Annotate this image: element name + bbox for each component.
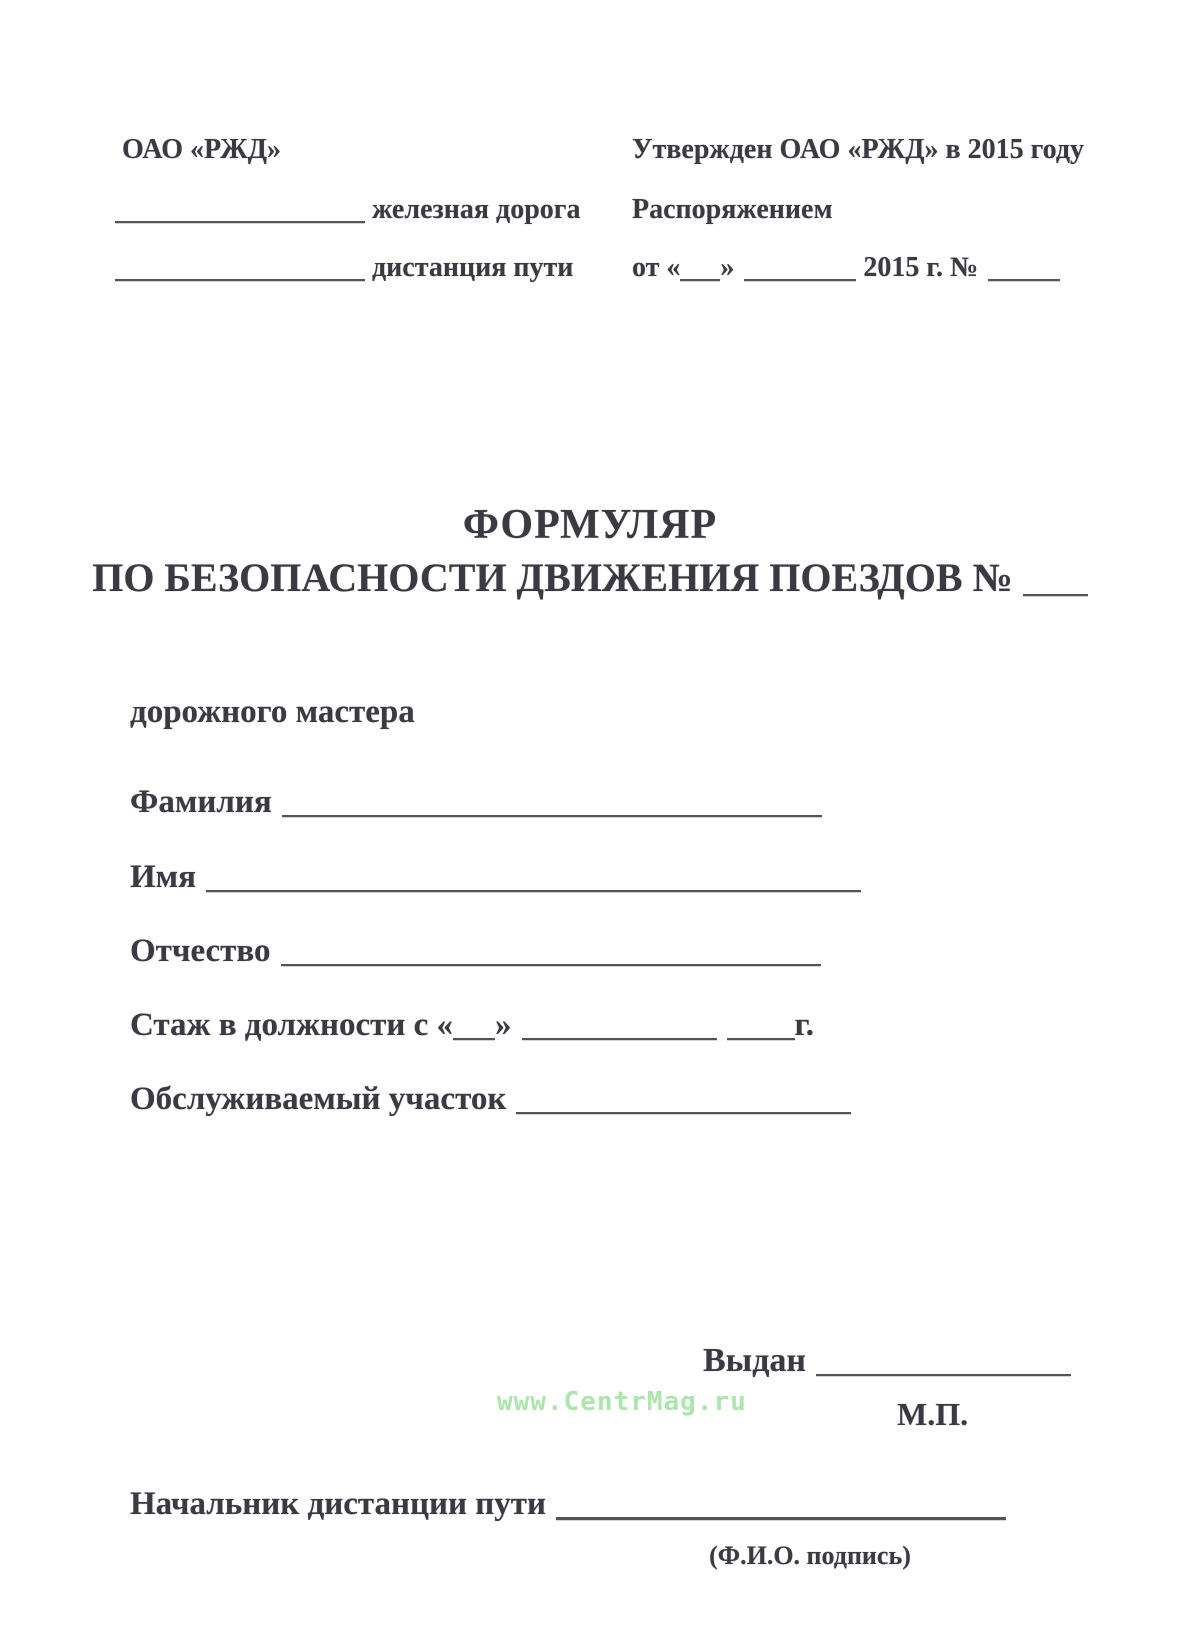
date-day-blank [680,279,720,281]
issued-label: Выдан [703,1342,807,1379]
patronymic-row [130,933,821,970]
chief-signature-blank-line [556,1517,1006,1520]
tenure-year-blank [727,1038,795,1040]
approval-date-row [632,252,1060,284]
patronymic-blank-line [281,964,821,966]
surname-row [130,784,822,821]
form-title: ФОРМУЛЯР [462,502,718,548]
section-blank-line [516,1112,851,1114]
stamp-label: М.П. [897,1396,969,1432]
railway-row [115,194,580,226]
org-name: ОАО «РЖД» [122,134,282,165]
first-name-label: Имя [130,859,196,895]
issued-row [703,1342,1071,1380]
date-month-blank [744,279,856,281]
form-number-blank [1023,594,1088,596]
approval-text: Утвержден ОАО «РЖД» в 2015 году [632,134,1085,165]
tenure-month-blank [522,1038,717,1040]
tenure-day-blank [453,1038,495,1040]
surname-blank-line [282,815,822,817]
section-label: Обслуживаемый участок [130,1081,507,1117]
date-quote-close: » [720,252,735,283]
chief-signature-row [130,1486,1006,1523]
tenure-quote-close: » [495,1007,512,1043]
position-title: дорожного мастера [130,694,415,730]
railway-label: железная дорога [372,194,581,225]
watermark-text: www.CentrMag.ru [497,1387,747,1417]
first-name-blank-line [206,890,861,892]
patronymic-label: Отчество [130,933,271,969]
date-from-text: от « [632,252,681,283]
surname-label: Фамилия [130,784,272,820]
tenure-label: Стаж в должности с « [130,1007,453,1043]
tenure-year-suffix: г. [794,1007,815,1043]
form-subtitle: ПО БЕЗОПАСНОСТИ ДВИЖЕНИЯ ПОЕЗДОВ № [92,555,1013,600]
first-name-row [130,859,861,896]
serviced-section-row [130,1081,851,1118]
chief-label: Начальник дистанции пути [130,1486,547,1522]
order-number-blank [988,279,1060,281]
signature-hint: (Ф.И.О. подпись) [709,1541,911,1570]
form-subtitle-row [0,554,1180,601]
distance-row [115,252,573,284]
tenure-row [130,1007,814,1044]
distance-blank-line [115,279,365,281]
distance-label: дистанция пути [372,252,574,283]
order-text: Распоряжением [632,194,833,225]
railway-blank-line [115,221,365,223]
issued-blank-line [816,1374,1071,1376]
year-number-text: 2015 г. № [863,252,979,283]
